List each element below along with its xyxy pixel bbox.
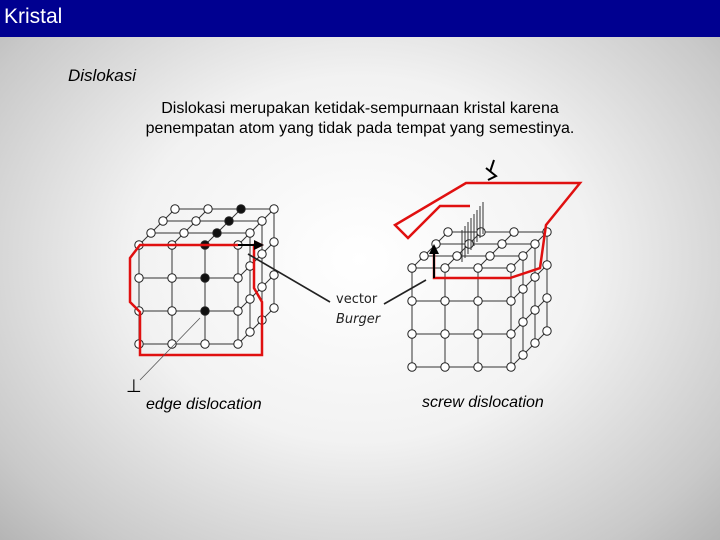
lattice-atom [270,238,278,246]
lattice-atom [507,264,515,272]
lattice-atom [408,330,416,338]
lattice-atom [270,271,278,279]
lattice-atom [408,264,416,272]
lattice-atom [543,327,551,335]
extra-plane-atom [213,229,221,237]
lattice-atom [441,363,449,371]
lattice-atom [420,252,428,260]
lattice-atom [270,205,278,213]
lattice-atom [168,307,176,315]
lattice-atom [270,304,278,312]
lattice-atom [519,318,527,326]
lattice-atom [531,273,539,281]
description-line-2: penempatan atom yang tidak pada tempat yang semestinya. [145,120,575,137]
extra-plane-atom [201,307,209,315]
screw-dislocation-caption: screw dislocation [422,394,544,411]
lattice-atom [531,240,539,248]
screw-rotation-icon [486,160,496,180]
lattice-atom [408,363,416,371]
burger-label: Burger [336,312,381,327]
extra-plane-atom [237,205,245,213]
lattice-atom [453,252,461,260]
section-title: Dislokasi [68,66,137,85]
lattice-atom [474,330,482,338]
lattice-atom [246,328,254,336]
lattice-atom [441,264,449,272]
lattice-atom [246,229,254,237]
lattice-atom [441,330,449,338]
lattice-atom [519,252,527,260]
lattice-atom [486,252,494,260]
lattice-atom [507,297,515,305]
lattice-atom [441,297,449,305]
lattice-atom [531,306,539,314]
lattice-atom [258,283,266,291]
lattice-atom [543,261,551,269]
lattice-atom [477,228,485,236]
lattice-atom [180,229,188,237]
lattice-atom [498,240,506,248]
lattice-atom [543,294,551,302]
vector-label: vector [336,292,378,307]
lattice-atom [408,297,416,305]
edge-burgers-circuit [130,245,262,355]
lattice-atom [171,205,179,213]
vector-pointer-left [248,254,330,302]
edge-pointer-line [140,318,200,380]
lattice-atom [531,339,539,347]
lattice-atom [204,205,212,213]
lattice-atom [246,295,254,303]
lattice-atom [474,363,482,371]
screw-dislocation-lattice [408,202,551,371]
lattice-atom [234,307,242,315]
edge-symbol: ⊥ [126,376,142,397]
lattice-atom [474,264,482,272]
lattice-atom [519,285,527,293]
slide-title: Kristal [4,5,63,28]
lattice-atom [258,250,266,258]
edge-dislocation-lattice [135,205,278,348]
lattice-atom [135,274,143,282]
vector-pointer-right [384,280,426,304]
description-line-1: Dislokasi merupakan ketidak-sempurnaan kristal karena [161,100,559,117]
lattice-atom [519,351,527,359]
lattice-atom [465,240,473,248]
lattice-atom [234,274,242,282]
edge-dislocation-caption: edge dislocation [146,396,262,413]
lattice-atom [507,363,515,371]
lattice-atom [168,274,176,282]
lattice-atom [159,217,167,225]
lattice-atom [201,340,209,348]
lattice-atom [444,228,452,236]
lattice-atom [507,330,515,338]
lattice-atom [258,217,266,225]
lattice-atom [192,217,200,225]
lattice-atom [234,340,242,348]
extra-plane-atom [201,274,209,282]
lattice-atom [147,229,155,237]
lattice-atom [510,228,518,236]
extra-plane-atom [225,217,233,225]
lattice-atom [474,297,482,305]
